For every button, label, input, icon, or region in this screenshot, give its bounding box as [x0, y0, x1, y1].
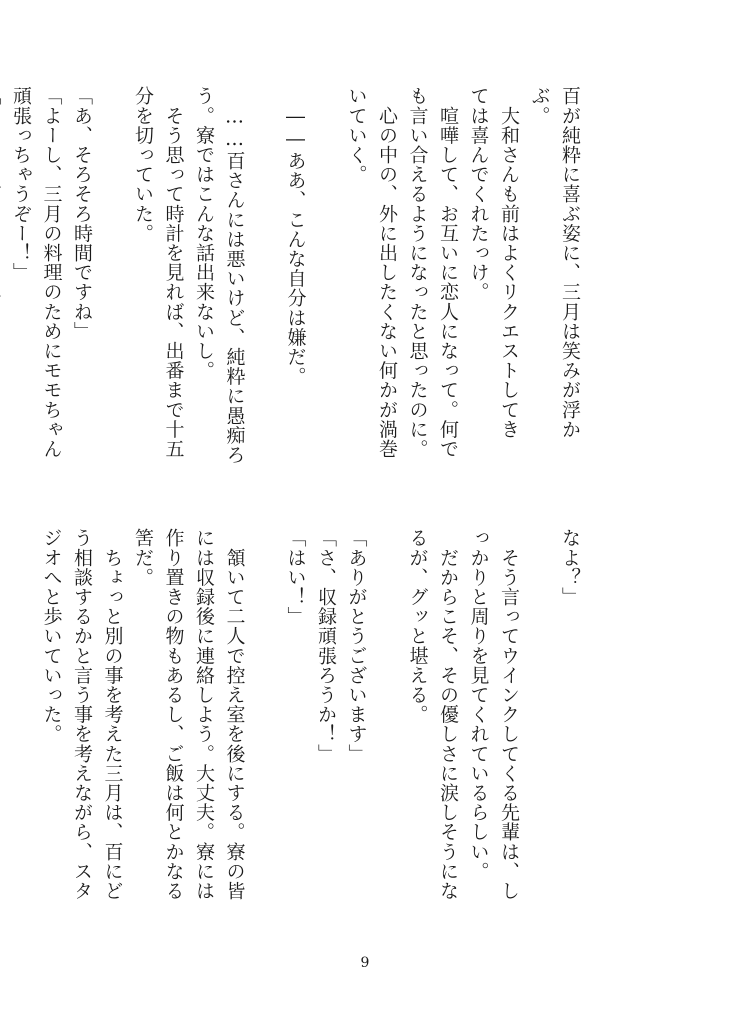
text-line: ジオへと歩いていった。: [40, 528, 63, 744]
text-line: 「はい！」: [284, 528, 307, 626]
text-line: [0, 86, 6, 526]
text-line: 「あ、そろそろ時間ですね」: [71, 86, 93, 341]
text-line: ……百さんには悪いけど、純粋に愚痴ろ: [223, 86, 246, 465]
lower-text-block: [36, 528, 585, 948]
text-line: 筈だ。: [132, 528, 154, 587]
text-line: ――ああ、こんな自分は嫌だ。: [284, 86, 307, 386]
page-number: 9: [360, 955, 370, 971]
text-line: [97, 86, 128, 526]
text-line: 「ありがとうございます」: [345, 528, 368, 764]
text-line: 百が純粋に喜ぶ姿に、三月は笑みが浮か: [559, 86, 581, 439]
text-line: [311, 86, 342, 526]
text-line: 頷いて二人で控え室を後にする。寮の皆: [223, 528, 246, 901]
text-line: ては喜んでくれたっけ。: [467, 86, 490, 302]
text-line: 作り置きの物もあるし、ご飯は何とかなる: [162, 528, 185, 901]
text-line: 大和さんも前はよくリクエストしてき: [498, 86, 520, 439]
text-line: 分を切っていた。: [132, 86, 154, 243]
text-line: ちょっと別の事を考えた三月は、百にど: [101, 528, 124, 901]
text-line: う。寮ではこんな話出来ないし。: [193, 86, 215, 380]
text-line: [372, 528, 403, 948]
text-line: るが、グッと堪える。: [406, 528, 429, 724]
text-line: 「さ、収録頑張ろうか！」: [315, 528, 337, 764]
upper-text-block: [0, 86, 585, 526]
text-line: そう思って時計を見れば、出番まで十五: [162, 86, 185, 459]
text-line: も言い合えるようになったと思ったのに。: [406, 86, 429, 459]
text-line: そう言ってウインクしてくる先輩は、し: [498, 528, 520, 901]
text-line: ぶ。: [528, 86, 551, 126]
text-line: だからこそ、その優しさに涙しそうにな: [437, 528, 459, 901]
text-line: なよ？」: [559, 528, 581, 607]
text-line: 「よーし、三月の料理のためにモモちゃん: [40, 86, 63, 459]
text-line: には収録後に連絡しよう。大丈夫。寮には: [193, 528, 215, 901]
text-line: [250, 528, 281, 948]
text-line: [524, 528, 555, 948]
text-line: う相談するかと言う事を考えながら、スタ: [71, 528, 93, 901]
text-line: 喧嘩して、お互いに恋人になって。何で: [437, 86, 459, 459]
text-line: [250, 86, 281, 526]
text-line: 頑張っちゃうぞー！」: [10, 86, 32, 282]
text-line: いていく。: [345, 86, 368, 184]
text-line: 心の中の、外に出したくない何かが渦巻: [376, 86, 398, 459]
text-line: っかりと周りを見てくれているらしい。: [467, 528, 490, 881]
